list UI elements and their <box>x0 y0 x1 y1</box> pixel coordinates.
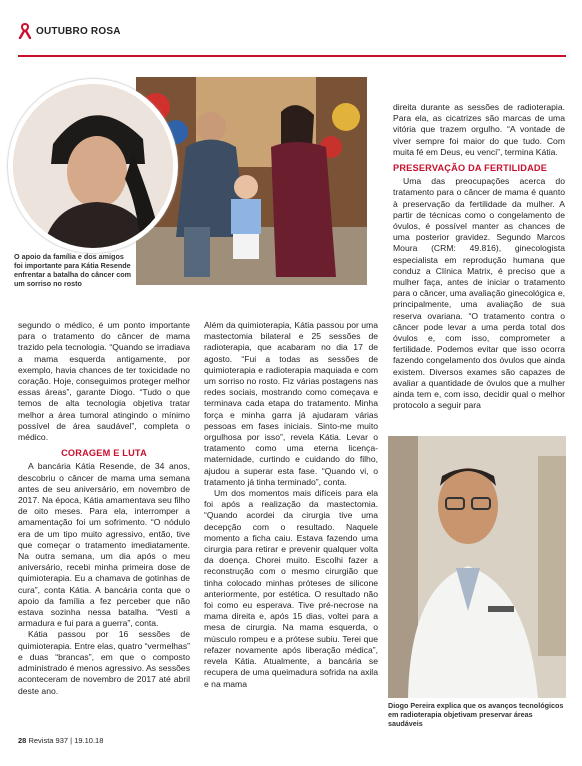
photo-caption-bottom: Diogo Pereira explica que os avanços tecnológicos em radioterapia objetivam preservar áreas saudáveis <box>388 701 564 728</box>
section-label: OUTUBRO ROSA <box>36 25 121 37</box>
page-number: 28 <box>18 736 27 745</box>
paragraph: Kátia passou por 16 sessões de quimioterapia. Entre elas, quatro “vermelhas” e duas “brancas”, em que o composto administrado é menos agressivo. As sessões aconteceram de novembro de 2017 até abril deste ano. <box>18 629 190 696</box>
footer-separator: | <box>70 736 73 745</box>
magazine-name: Revista 937 <box>28 736 69 745</box>
article-column-2 <box>204 320 378 690</box>
issue-date: 19.10.18 <box>74 736 104 745</box>
section-header <box>18 22 121 40</box>
photo-caption-top: O apoio da família e dos amigos foi importante para Kátia Resende enfrentar a batalha do câncer com um sorriso no rosto <box>14 252 132 288</box>
article-column-3 <box>393 102 565 411</box>
paragraph: direita durante as sessões de radioterapia. Para ela, as cicatrizes são marcas de uma vitória que trazem orgulho. “A vontade de viver sempre foi maior do que tudo. Com muita fé em Deus, eu venci”, termina Kátia. <box>393 102 565 157</box>
pink-ribbon-icon <box>18 23 32 39</box>
paragraph: A bancária Kátia Resende, de 34 anos, descobriu o câncer de mama uma semana antes de seu aniversário, em novembro de 2017. Na época, Kátia amamentava seu filho de oito meses. Para ela, interromper a amamentação foi um sofrimento. “O nódulo era de um tipo muito agressivo, então, tive que começar o tratamento imediatamente. Na outra semana, um dia após o meu aniversário, recebi minha primeira dose de quimioterapia. Eu a chamava de gotinhas de cura”, conta Kátia. A bancária conta que o apoio da família a fez perceber que não estava sozinha nessa batalha. “Vesti a armadura e fui para a guerra”, conta. <box>18 461 190 629</box>
portrait-photo <box>8 79 178 253</box>
doctor-photo <box>388 436 566 698</box>
subheading-coragem: CORAGEM E LUTA <box>61 448 147 459</box>
header-divider <box>18 55 566 57</box>
paragraph: Um dos momentos mais difíceis para ela foi após a realização da mastectomia. “Quando acordei da cirurgia tive uma decepção com o resultado. Naquele momento a ficha caiu. Estava fazendo uma cirurgia para retirar e prevenir qualquer volta da doença. Chorei muito. Escolhi fazer a reconstrução com o mesmo cirurgião que tinha colocado minhas próteses de silicone anteriormente, por estética. O resultado não foi como eu esperava. Tive pré-necrose na mama direita e, após 15 dias, voltei para a mesa de cirurgia. Na mama esquerda, o músculo rompeu e a prótese subiu. Terei que refazer novamente após liberação médica”, revela Kátia. Atualmente, a bancária se recupera de uma queimadura sofrida na axila e na mama <box>204 488 378 689</box>
subheading-fertilidade: PRESERVAÇÃO DA FERTILIDADE <box>393 163 548 174</box>
paragraph: segundo o médico, é um ponto importante para o tratamento do câncer de mama trazido pela tecnologia. “Quando se irradiava a mama esquerda antigamente, por exemplo, havia chances de ter toxicidade no coração. Hoje, conseguimos proteger melhor essas áreas”, garante Diogo. “Tudo o que temos de alta tecnologia objetiva tratar melhor a área tumoral atingindo o mínimo possível de área saudável”, completa o médico. <box>18 320 190 443</box>
paragraph: Uma das preocupações acerca do tratamento para o câncer de mama é quanto à preservação da fertilidade da mulher. A partir de técnicas como o congelamento de óvulos, é possível manter as chances de uma posterior gravidez. Segundo Marcos Moura (CRM: 49.816), ginecologista especialista em reprodução humana que conduz a Clínica Matrix, é preciso que a mulher faça, antes de iniciar o tratamento para o câncer, uma avaliação ginecológica e, principalmente, uma avaliação de sua reserva ovariana. “O tratamento contra o câncer pode levar a uma perda total dos óvulos e, com isso, comprometer a fertilidade. Podemos evitar que isso ocorra fazendo congelamento dos óvulos que ainda existem. Diversos exames são capazes de avaliar a quantidade de óvulos que a mulher ainda tem e, com isso, decidir qual o melhor protocolo a seguir para <box>393 176 565 411</box>
paragraph: Além da quimioterapia, Kátia passou por uma mastectomia bilateral e 25 sessões de radioterapia, que acabaram no dia 17 de agosto. “Fui a todas as sessões de quimioterapia e radioterapia maquiada e com um sorriso no rosto. Fiz várias postagens nas redes sociais, mostrando como começava e terminava cada etapa do tratamento. Minha força e minha garra já ajudaram várias pessoas em fases iniciais. Sinto-me muito orgulhosa por isso”, revela Kátia. Levar o tratamento como uma eterna licença-maternidade, curtindo e cuidando do filho, ajudou a superar esta fase. “Quando vi, o tratamento já tinha terminado”, conta. <box>204 320 378 487</box>
page-footer <box>18 736 103 745</box>
article-column-1 <box>18 320 190 697</box>
